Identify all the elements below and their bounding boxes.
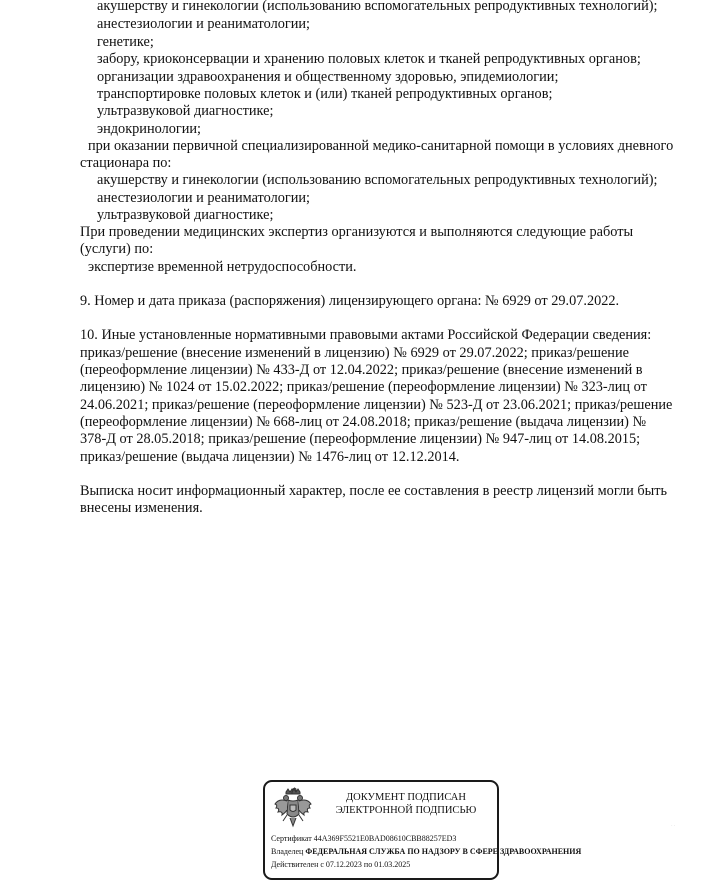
other-info-line: (переоформление лицензии) № 668-лиц от 24.08.2018; приказ/решение (выдача лицензии) №	[80, 414, 647, 430]
validity-line	[271, 860, 410, 870]
license-order-item: 9. Номер и дата приказа (распоряжения) лицензирующего органа: № 6929 от 29.07.2022.	[80, 293, 620, 309]
stamp-title-line: ДОКУМЕНТ ПОДПИСАН	[346, 792, 466, 803]
electronic-signature-stamp	[263, 780, 582, 880]
list-item: генетике;	[97, 34, 154, 50]
disclaimer-line: внесены изменения.	[80, 500, 203, 516]
list-item: организации здравоохранения и общественному здоровью, эпидемиологии;	[97, 69, 559, 85]
certificate-value: 44A369F5521E0BAD08610CBB88257ED3	[313, 834, 457, 843]
stamp-title	[321, 791, 491, 817]
certificate-line	[271, 834, 456, 844]
list-item: забору, криоконсервации и хранению половых клеток и тканей репродуктивных органов;	[97, 51, 641, 67]
valid-from: 07.12.2023	[325, 860, 362, 869]
list-item: экспертизе временной нетрудоспособности.	[88, 259, 357, 275]
other-info-line: 24.06.2021; приказ/решение (переоформление лицензии) № 523-Д от 23.06.2021; приказ/решение	[80, 397, 673, 413]
other-info-line: (переоформление лицензии) № 433-Д от 12.04.2022; приказ/решение (внесение изменений в	[80, 362, 643, 378]
list-item: ультразвуковой диагностике;	[97, 103, 274, 119]
other-info-line: 378-Д от 28.05.2018; приказ/решение (переоформление лицензии) № 947-лиц от 14.08.2015;	[80, 431, 641, 447]
certificate-label: Сертификат	[271, 834, 312, 843]
valid-to: 01.03.2025	[374, 860, 411, 869]
owner-label: Владелец	[271, 847, 304, 856]
list-item: анестезиологии и реаниматологии;	[97, 190, 311, 206]
section-line: при оказании первичной специализированной медико-санитарной помощи в условиях дневного	[88, 138, 674, 154]
other-info-line: 10. Иные установленные нормативными правовыми актами Российской Федерации сведения:	[80, 327, 652, 343]
list-item: эндокринологии;	[97, 121, 201, 137]
other-info-line: лицензию) № 1024 от 15.02.2022; приказ/решение (переоформление лицензии) № 323-лиц от	[80, 379, 647, 395]
owner-value: ФЕДЕРАЛЬНАЯ СЛУЖБА ПО НАДЗОРУ В СФЕРЕ ЗДРАВООХРАНЕНИЯ	[305, 847, 582, 856]
list-item: акушерству и гинекологии (использованию вспомогательных репродуктивных технологий);	[97, 0, 658, 14]
valid-label: Действителен с	[271, 860, 324, 869]
double-headed-eagle-emblem-icon	[273, 788, 313, 830]
list-item: анестезиологии и реаниматологии;	[97, 16, 311, 32]
other-info-line: приказ/решение (внесение изменений в лицензию) № 6929 от 29.07.2022; приказ/решение	[80, 345, 629, 361]
section-line: (услуги) по:	[80, 241, 154, 257]
owner-line	[271, 847, 581, 857]
scan-artifact: · ·	[671, 824, 676, 829]
section-line: стационара по:	[80, 155, 172, 171]
other-info-line: приказ/решение (выдача лицензии) № 1476-лиц от 12.12.2014.	[80, 449, 460, 465]
stamp-title-line: ЭЛЕКТРОННОЙ ПОДПИСЬЮ	[335, 805, 477, 816]
list-item: акушерству и гинекологии (использованию вспомогательных репродуктивных технологий);	[97, 172, 658, 188]
list-item: транспортировке половых клеток и (или) тканей репродуктивных органов;	[97, 86, 553, 102]
valid-to-label: по	[363, 860, 373, 869]
disclaimer-line: Выписка носит информационный характер, после ее составления в реестр лицензий могли быть	[80, 483, 667, 499]
list-item: ультразвуковой диагностике;	[97, 207, 274, 223]
section-line: При проведении медицинских экспертиз организуются и выполняются следующие работы	[80, 224, 634, 240]
